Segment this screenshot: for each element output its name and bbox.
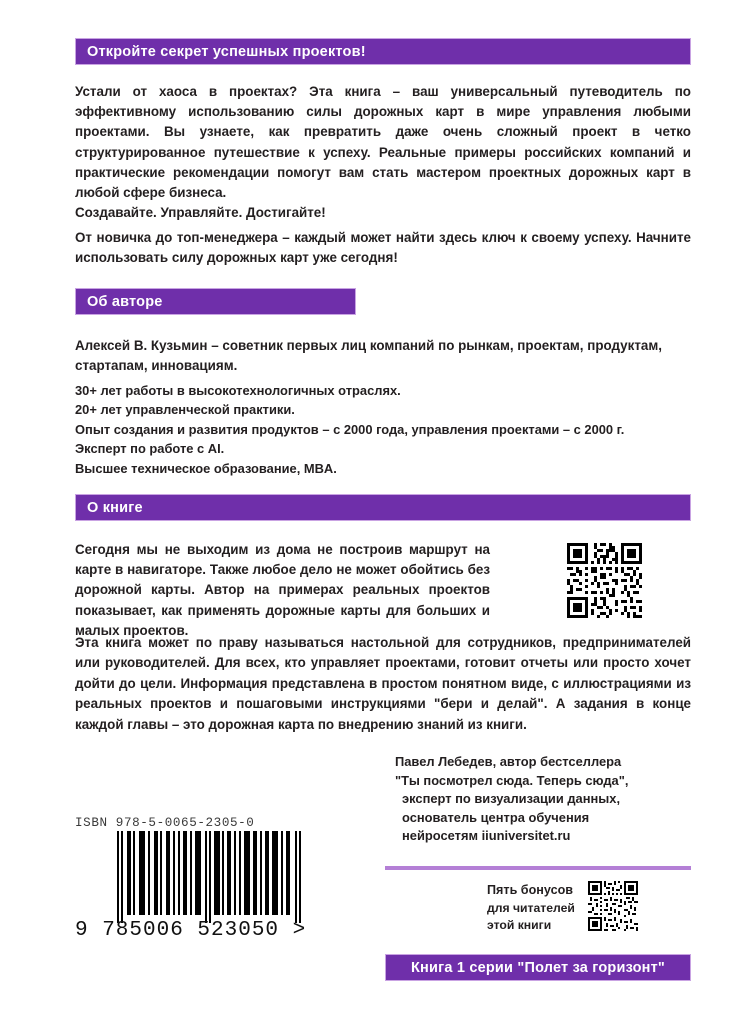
- horizontal-divider: [385, 866, 691, 870]
- section-banner-author: [75, 288, 356, 315]
- isbn-label: ISBN 978-5-0065-2305-0: [75, 816, 255, 830]
- bonus-line: для читателей: [487, 900, 575, 915]
- testimonial-line: "Ты посмотрел сюда. Теперь сюда",: [395, 772, 629, 788]
- section-banner-book: [75, 494, 691, 521]
- barcode-digits: 9 785006 523050 >: [75, 919, 307, 942]
- author-fact: 30+ лет работы в высокотехнологичных отраслях.: [75, 383, 401, 398]
- author-lead-paragraph: Алексей В. Кузьмин – советник первых лиц компаний по рынкам, проектам, продуктам, стартапам, инновациям.: [75, 338, 662, 374]
- author-fact: Эксперт по работе с AI.: [75, 441, 225, 457]
- bonus-qr-code-icon[interactable]: [588, 881, 638, 931]
- author-facts-list: [75, 381, 691, 478]
- series-banner-label: Книга 1 серии "Полет за горизонт": [410, 959, 666, 976]
- author-fact: 20+ лет управленческой практики.: [75, 402, 295, 418]
- book-paragraph-2: Эта книга может по праву называться настольной для сотрудников, предпринимателей или руководителей. Для всех, кто управляет проектами, готовит отчеты или просто хочет дойти до цели. Информация представлена в простом понятном виде, с иллюстрациями из реальных проектов и пошаговыми инструкциями "бери и делай". А задания в конце каждой главы – это дорожная карта по внедрению знаний из книги.: [75, 635, 691, 732]
- everyone-paragraph: От новичка до топ-менеджера – каждый может найти здесь ключ к своему успеху. Начните использовать силу дорожных карт уже сегодня!: [75, 230, 691, 266]
- isbn-barcode: [75, 831, 330, 942]
- testimonial-block: [395, 753, 691, 846]
- book-paragraph-1: Сегодня мы не выходим из дома не построив маршрут на карте в навигаторе. Также любое дело не может обойтись без дорожной карты. Автор на примерах реальных проектов показывает, как применять дорожные карты для больших и малых проектов.: [75, 542, 490, 638]
- slogan-line: Создавайте. Управляйте. Достигайте!: [75, 205, 326, 220]
- section-banner-book-label: О книге: [87, 499, 143, 516]
- intro-paragraph: Устали от хаоса в проектах? Эта книга – ваш универсальный путеводитель по эффективному использованию силы дорожных карт в мире управления любыми проектами. Вы узнаете, как превратить даже очень сложный проект в четко структурированное путешествие к успеху. Реальные примеры российских компаний и практические рекомендации помогут вам стать мастером проектных дорожных карт в любой сфере бизнеса.: [75, 84, 691, 201]
- qr-code-icon[interactable]: [567, 543, 642, 618]
- author-fact: Высшее техническое образование, MBA.: [75, 460, 337, 476]
- section-banner-secret: [75, 38, 691, 65]
- testimonial-line: основатель центра обучения: [402, 809, 590, 825]
- barcode-bars-icon: [90, 831, 330, 923]
- bonus-line: Пять бонусов: [487, 883, 574, 897]
- bonus-block: [487, 882, 575, 935]
- section-banner-author-label: Об авторе: [87, 293, 163, 310]
- testimonial-line: нейросетям iiuniversitet.ru: [402, 828, 571, 844]
- author-fact: Опыт создания и развития продуктов – с 2000 года, управления проектами – с 2000 г.: [75, 421, 625, 437]
- bonus-line: этой книги: [487, 918, 552, 933]
- testimonial-line: Павел Лебедев, автор бестселлера: [395, 754, 622, 769]
- testimonial-line: эксперт по визуализации данных,: [402, 791, 621, 807]
- section-banner-secret-label: Откройте секрет успешных проектов!: [87, 43, 366, 60]
- series-banner: [385, 954, 691, 981]
